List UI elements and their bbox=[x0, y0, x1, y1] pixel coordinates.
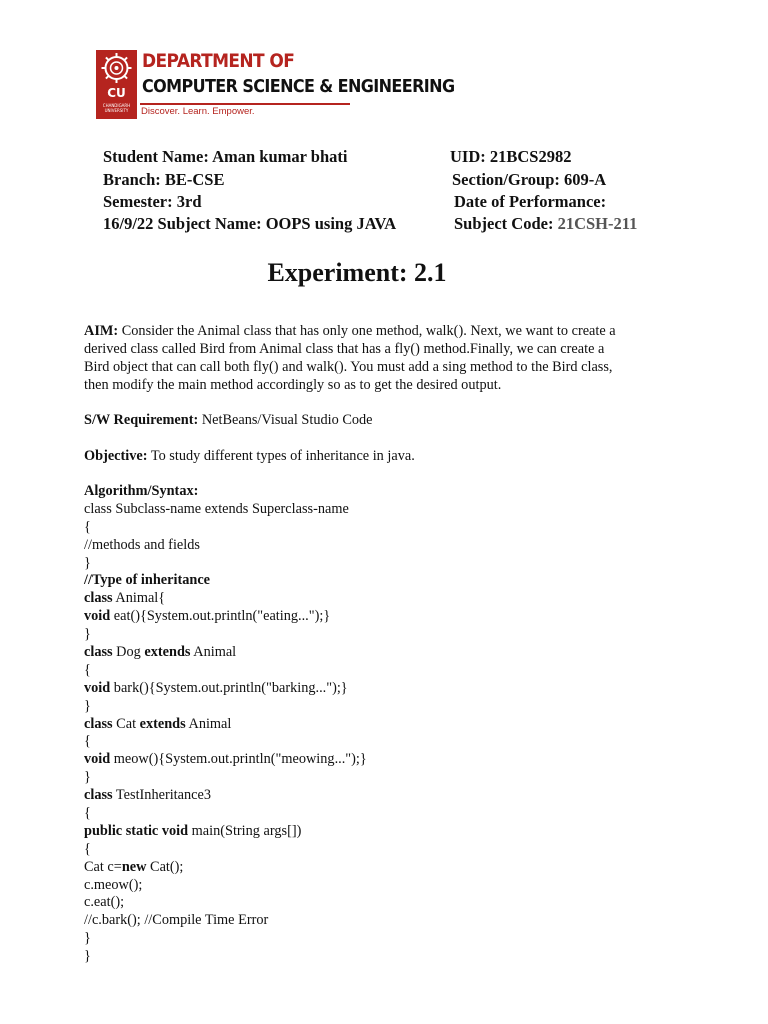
code-line bbox=[84, 716, 684, 734]
algorithm-label: Algorithm/Syntax: bbox=[84, 483, 199, 499]
objective-section bbox=[84, 448, 684, 466]
experiment-title: Experiment: 2.1 bbox=[267, 258, 447, 287]
code-keyword: extends bbox=[139, 715, 186, 732]
student-section: Section/Group: 609-A bbox=[452, 170, 607, 189]
aim-text-1: Consider the Animal class that has only one method, walk(). Next, we want to create a bbox=[121, 323, 616, 339]
code-line bbox=[84, 555, 684, 573]
code-keyword: class bbox=[84, 787, 113, 804]
subject-code-value: 21CSH-211 bbox=[557, 214, 638, 233]
aim-line-1 bbox=[84, 323, 684, 341]
code-text: bark(){System.out.println("barking...");} bbox=[110, 679, 348, 696]
code-text: { bbox=[84, 661, 91, 678]
department-name: COMPUTER SCIENCE & ENGINEERING bbox=[142, 75, 455, 97]
university-emblem bbox=[96, 50, 137, 119]
code-keyword: extends bbox=[144, 644, 191, 661]
code-text: main(String args[]) bbox=[188, 822, 302, 839]
code-text: Animal bbox=[185, 715, 232, 732]
code-text: //c.bark(); //Compile Time Error bbox=[84, 912, 269, 929]
code-keyword: class bbox=[84, 715, 113, 732]
aim-line-2: derived class called Bird from Animal class that has a fly() method.Finally, we can create a bbox=[84, 340, 605, 357]
code-line bbox=[84, 859, 684, 877]
date-of-performance: Date of Performance: bbox=[454, 192, 607, 211]
code-line bbox=[84, 805, 684, 823]
code-text: meow(){System.out.println("meowing...");} bbox=[110, 751, 367, 768]
emblem-cu-text: CU bbox=[107, 86, 126, 100]
student-branch: Branch: BE-CSE bbox=[103, 170, 225, 189]
sw-requirement-value: NetBeans/Visual Studio Code bbox=[201, 412, 373, 428]
date-and-subject-name: 16/9/22 Subject Name: OOPS using JAVA bbox=[103, 214, 397, 233]
code-text: //methods and fields bbox=[84, 536, 200, 553]
code-line bbox=[84, 894, 684, 912]
code-line bbox=[84, 698, 684, 716]
code-line bbox=[84, 930, 684, 948]
code-keyword: void bbox=[84, 751, 111, 768]
code-line bbox=[84, 877, 684, 895]
code-line bbox=[84, 626, 684, 644]
code-keyword: class bbox=[84, 590, 113, 607]
code-line bbox=[84, 608, 684, 626]
code-text: } bbox=[84, 554, 91, 571]
code-line bbox=[84, 948, 684, 966]
code-text: } bbox=[84, 697, 91, 714]
code-text: c.eat(); bbox=[84, 894, 125, 911]
code-text: } bbox=[84, 948, 91, 965]
code-text: TestInheritance3 bbox=[112, 787, 211, 804]
code-text: } bbox=[84, 769, 91, 786]
code-line bbox=[84, 644, 684, 662]
code-line bbox=[84, 662, 684, 680]
code-text: } bbox=[84, 626, 91, 643]
code-text: Animal bbox=[190, 644, 237, 661]
aim-label: AIM: bbox=[84, 323, 119, 339]
emblem-university-text: CHANDIGARH UNIVERSITY bbox=[102, 103, 131, 113]
code-keyword: class bbox=[84, 644, 113, 661]
student-name: Student Name: Aman kumar bhati bbox=[103, 147, 348, 166]
code-text: Cat(); bbox=[146, 858, 184, 875]
code-line bbox=[84, 519, 684, 537]
aim-line-4: then modify the main method accordingly so as to get the desired output. bbox=[84, 376, 502, 393]
logo-divider bbox=[140, 103, 350, 105]
code-text: Dog bbox=[112, 644, 145, 661]
department-heading: DEPARTMENT OF bbox=[142, 50, 295, 73]
department-logo bbox=[96, 50, 455, 122]
subject-code-label: Subject Code: bbox=[454, 214, 554, 233]
code-keyword: public static void bbox=[84, 822, 189, 839]
code-text: Animal{ bbox=[112, 590, 166, 607]
objective-value: To study different types of inheritance in java. bbox=[150, 448, 415, 464]
code-line bbox=[84, 769, 684, 787]
aim-line-3: Bird object that can call both fly() and walk(). You must add a sing method to the Bird class, bbox=[84, 358, 613, 375]
code-text: { bbox=[84, 733, 91, 750]
code-text: c.meow(); bbox=[84, 876, 143, 893]
student-semester: Semester: 3rd bbox=[103, 192, 202, 211]
code-text: { bbox=[84, 518, 91, 535]
code-line bbox=[84, 751, 684, 769]
code-text: { bbox=[84, 840, 91, 857]
code-line bbox=[84, 537, 684, 555]
logo-tagline: Discover. Learn. Empower. bbox=[141, 106, 255, 117]
code-line bbox=[84, 787, 684, 805]
code-line bbox=[84, 680, 684, 698]
code-line bbox=[84, 912, 684, 930]
code-keyword: void bbox=[84, 679, 111, 696]
code-text: } bbox=[84, 930, 91, 947]
code-block bbox=[84, 501, 684, 966]
code-keyword: void bbox=[84, 608, 111, 625]
sw-requirement-section bbox=[84, 412, 684, 430]
code-text: Cat c= bbox=[84, 858, 122, 875]
code-text: { bbox=[84, 805, 91, 822]
code-text: Cat bbox=[112, 715, 140, 732]
objective-label: Objective: bbox=[84, 448, 148, 464]
subject-code bbox=[454, 213, 637, 235]
code-line bbox=[84, 501, 684, 519]
code-keyword: //Type of inheritance bbox=[84, 572, 211, 589]
code-line bbox=[84, 572, 684, 590]
code-text: class Subclass-name extends Superclass-name bbox=[84, 500, 349, 517]
code-line bbox=[84, 823, 684, 841]
code-line bbox=[84, 733, 684, 751]
student-uid: UID: 21BCS2982 bbox=[450, 147, 572, 166]
code-keyword: new bbox=[121, 858, 147, 875]
code-text: eat(){System.out.println("eating...");} bbox=[110, 608, 331, 625]
code-line bbox=[84, 590, 684, 608]
sw-requirement-label: S/W Requirement: bbox=[84, 412, 199, 428]
algorithm-section bbox=[84, 483, 684, 966]
aim-section bbox=[84, 323, 684, 395]
code-line bbox=[84, 841, 684, 859]
